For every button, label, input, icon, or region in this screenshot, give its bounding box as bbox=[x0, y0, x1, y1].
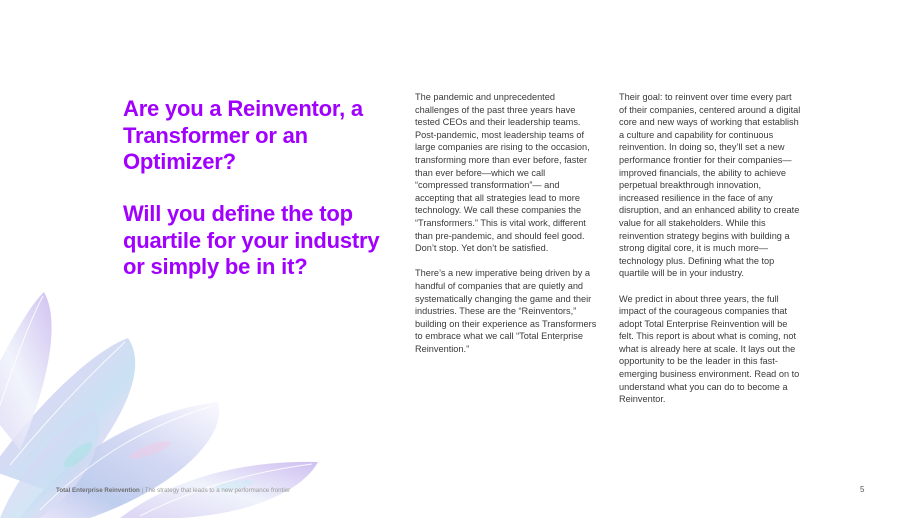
body-paragraph: The pandemic and unprecedented challenges of the past three years have tested CEOs and their leadership teams. Post-pandemic, most leadership teams of large companies are rising to the occasion, transforming more than ever before, faster than ever before—which we call “compressed transformation”— and accepting that all strategies lead to more technology. We call these companies the “Transformers.” This is vital work, different than pre-pandemic, and should feel good. Don’t stop. Yet don’t be satisfied. bbox=[415, 92, 590, 254]
body-column-left bbox=[415, 91, 597, 368]
footer-separator: | bbox=[139, 487, 145, 494]
page-number: 5 bbox=[860, 485, 865, 494]
body-column-right bbox=[619, 91, 801, 418]
body-paragraph: Their goal: to reinvent over time every part of their companies, centered around a digital core and new ways of working that establish a culture and capability for continuous reinvention. In doing so, they’ll set a new performance frontier for their companies—improved financials, the ability to achieve perpetual breakthrough innovation, increased resilience in the face of any disruption, and an enhanced ability to create value for all stakeholders. While this reinvention strategy begins with building a strong digital core, it is much more—technology plus. Defining what the top quartile will be in your industry. bbox=[619, 92, 801, 279]
headline-question-top-quartile: Will you define the top quartile for your industry or simply be in it? bbox=[123, 201, 380, 279]
page-footer bbox=[56, 487, 290, 494]
body-paragraph: We predict in about three years, the full impact of the courageous companies that adopt Total Enterprise Reinvention will be felt. This report is about what is coming, not what is already here at scale. It lays out the opportunity to be the leader in this fast-emerging business environment. Read on to understand what you can do to become a Reinventor. bbox=[619, 293, 800, 405]
headline-question-reinventor: Are you a Reinventor, a Transformer or an Optimizer? bbox=[123, 96, 363, 174]
body-paragraph: There’s a new imperative being driven by a handful of companies that are quietly and systematically changing the game and their industries. These are the “Reinventors,” building on their experience as Transformers to embrace what we call “Total Enterprise Reinvention.” bbox=[415, 268, 597, 354]
footer-brand: Total Enterprise Reinvention bbox=[56, 487, 140, 494]
footer-subtitle: The strategy that leads to a new performance frontier bbox=[144, 487, 291, 494]
petal-shapes bbox=[0, 292, 318, 518]
iridescent-petals-illustration bbox=[0, 280, 340, 518]
